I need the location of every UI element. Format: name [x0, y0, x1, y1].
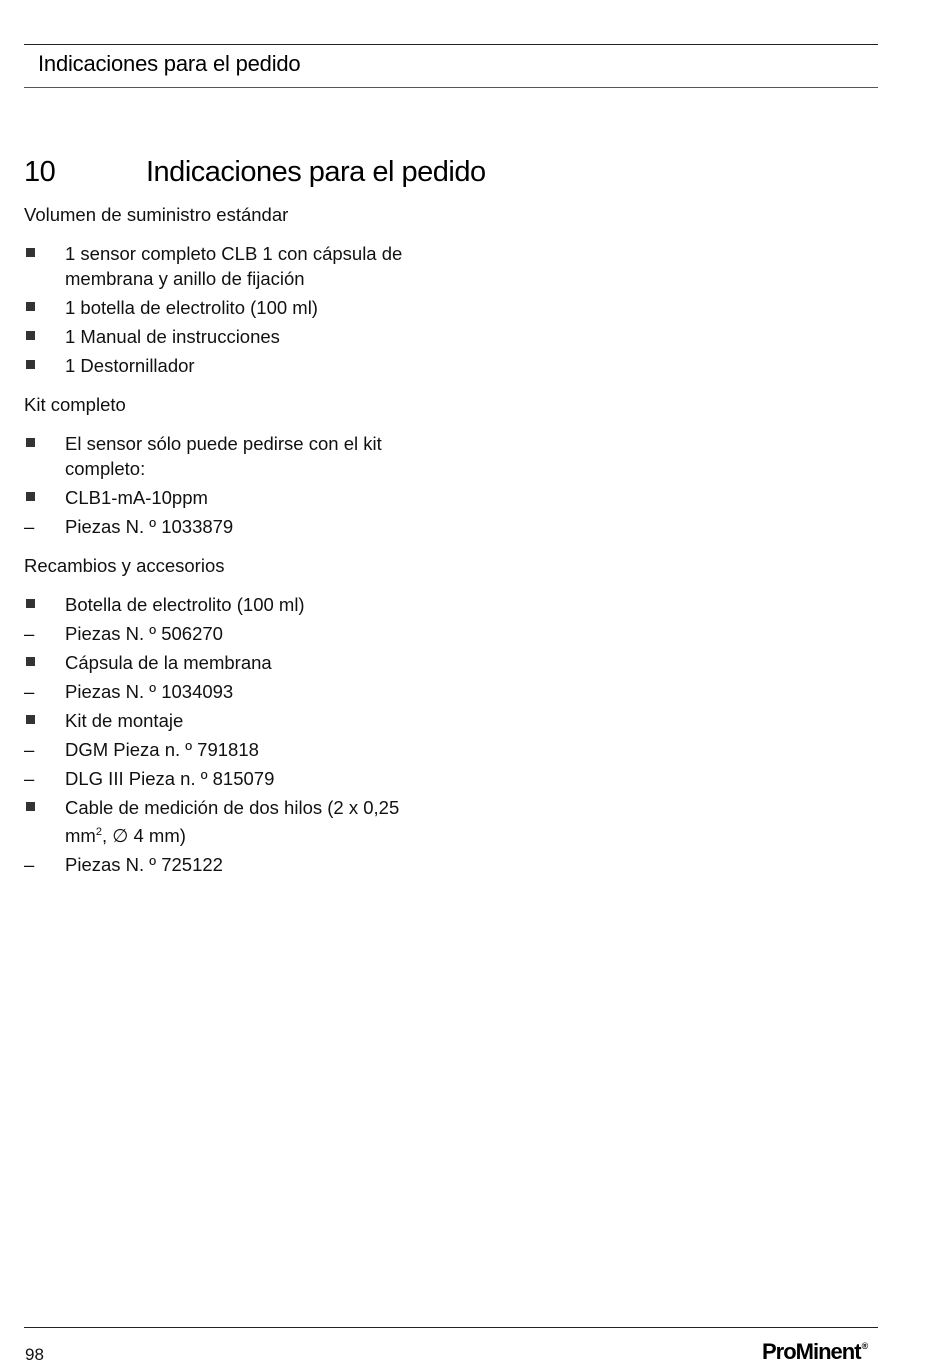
list-item	[24, 295, 444, 320]
square-bullet-icon	[26, 438, 35, 447]
page-number: 98	[25, 1345, 44, 1364]
list-item-text: 1 botella de electrolito (100 ml)	[65, 297, 318, 318]
sub-list	[24, 514, 444, 539]
list-item	[24, 708, 444, 791]
header-rule-bottom	[24, 87, 878, 88]
square-bullet-icon	[26, 657, 35, 666]
chapter-title: Indicaciones para el pedido	[146, 156, 486, 188]
running-header-title: Indicaciones para el pedido	[38, 51, 301, 76]
sub-list-item	[24, 679, 444, 704]
header-rule-top	[24, 44, 878, 45]
list-item	[24, 241, 444, 291]
list-item-text: Botella de electrolito (100 ml)	[65, 594, 305, 615]
list-item	[24, 592, 444, 646]
dash-bullet: –	[24, 681, 35, 702]
list-item-text: 1 sensor completo CLB 1 con cápsula de membrana y anillo de fijación	[65, 243, 403, 289]
footer-rule	[24, 1327, 878, 1328]
dash-bullet: –	[24, 768, 35, 789]
square-bullet-icon	[26, 715, 35, 724]
list-item-text	[65, 797, 399, 846]
sub-item-text: DLG III Pieza n. º 815079	[65, 768, 275, 789]
sub-list	[24, 852, 444, 877]
sub-item-text: DGM Pieza n. º 791818	[65, 739, 259, 760]
spares-heading: Recambios y accesorios	[24, 555, 225, 576]
dash-bullet: –	[24, 739, 35, 760]
kit-heading: Kit completo	[24, 394, 126, 415]
cable-text-end: , ∅ 4 mm)	[101, 825, 186, 847]
square-bullet-icon	[26, 302, 35, 311]
prominent-logo	[762, 1339, 867, 1365]
sub-list-item	[24, 852, 444, 877]
list-item-text: Cápsula de la membrana	[65, 652, 272, 673]
square-bullet-icon	[26, 599, 35, 608]
supply-heading: Volumen de suministro estándar	[24, 204, 289, 225]
list-item	[24, 431, 444, 481]
list-item	[24, 795, 444, 877]
sub-item-text: Piezas N. º 1034093	[65, 681, 234, 702]
list-item	[24, 650, 444, 704]
list-item-text: 1 Destornillador	[65, 355, 195, 376]
dash-bullet: –	[24, 516, 35, 537]
dash-bullet: –	[24, 854, 35, 876]
list-item-text: 1 Manual de instrucciones	[65, 326, 280, 347]
sub-item-text: Piezas N. º 1033879	[65, 516, 234, 537]
list-item-text: El sensor sólo puede pedirse con el kit completo:	[65, 433, 382, 479]
sub-list-item	[24, 737, 444, 762]
spares-list	[24, 592, 444, 877]
square-bullet-icon	[26, 492, 35, 501]
list-item	[24, 324, 444, 349]
kit-list	[24, 431, 444, 539]
sub-item-text: Piezas N. º 506270	[65, 623, 223, 644]
sub-list-item	[24, 514, 444, 539]
square-bullet-icon	[26, 248, 35, 257]
chapter-number: 10	[24, 156, 56, 188]
list-item	[24, 485, 444, 539]
list-item	[24, 353, 444, 378]
sub-list-item	[24, 621, 444, 646]
list-item-text: Kit de montaje	[65, 710, 184, 731]
cable-text-start: Cable de medición de dos hilos (2 x 0,25 mm	[65, 797, 400, 847]
square-bullet-icon	[26, 802, 35, 811]
supply-list	[24, 241, 444, 378]
sub-list	[24, 737, 444, 791]
square-bullet-icon	[26, 331, 35, 340]
dash-bullet: –	[24, 623, 35, 644]
square-bullet-icon	[26, 360, 35, 369]
list-item-text: CLB1-mA-10ppm	[65, 487, 208, 508]
sub-list	[24, 621, 444, 646]
logo-text: ProMinent	[762, 1339, 861, 1364]
sub-item-text: Piezas N. º 725122	[65, 854, 223, 876]
sub-list	[24, 679, 444, 704]
registered-mark: ®	[861, 1341, 868, 1351]
page-content	[24, 200, 444, 877]
superscript-two: 2	[95, 826, 102, 838]
sub-list-item	[24, 766, 444, 791]
